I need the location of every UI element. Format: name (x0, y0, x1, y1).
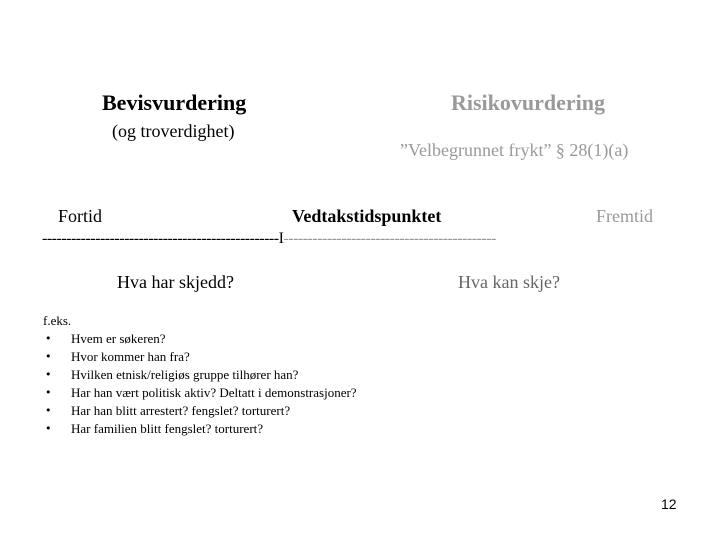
examples-items (43, 330, 357, 438)
bullet-icon: • (45, 350, 52, 363)
list-item-text: Har han blitt arrestert? fengslet? torturert? (71, 403, 291, 418)
list-item (43, 420, 357, 438)
list-item-text: Hvor kommer han fra? (71, 349, 190, 364)
question-future: Hva kan skje? (458, 272, 560, 292)
list-item (43, 384, 357, 402)
bullet-icon: • (45, 386, 52, 399)
examples-list (43, 312, 357, 438)
list-item (43, 330, 357, 348)
list-item-text: Hvilken etnisk/religiøs gruppe tilhører han? (71, 367, 299, 382)
bullet-icon: • (45, 332, 52, 345)
timeline-past-dashes: ------------------------------------------------- (42, 230, 279, 247)
question-past: Hva har skjedd? (117, 272, 234, 292)
page-number: 12 (661, 496, 677, 512)
list-item (43, 348, 357, 366)
right-subheading: ”Velbegrunnet frykt” § 28(1)(a) (400, 140, 629, 160)
left-subheading: (og troverdighet) (112, 121, 235, 141)
timeline-future-dashes: -------------------------------------------- (283, 230, 496, 247)
timeline-now-marker: I (278, 230, 284, 247)
examples-intro: f.eks. (43, 313, 72, 328)
list-item (43, 366, 357, 384)
list-item-text: Hvem er søkeren? (71, 331, 166, 346)
timeline-now-label: Vedtakstidspunktet (292, 206, 442, 226)
bullet-icon: • (45, 368, 52, 381)
timeline-line (42, 230, 672, 248)
list-item-text: Har han vært politisk aktiv? Deltatt i demonstrasjoner? (71, 385, 357, 400)
timeline-future-label: Fremtid (596, 206, 653, 226)
list-item-text: Har familien blitt fengslet? torturert? (71, 421, 264, 436)
left-heading: Bevisvurdering (102, 90, 247, 115)
bullet-icon: • (45, 404, 52, 417)
bullet-icon: • (45, 422, 52, 435)
right-heading: Risikovurdering (451, 90, 606, 115)
list-item (43, 402, 357, 420)
timeline-past-label: Fortid (58, 206, 103, 226)
